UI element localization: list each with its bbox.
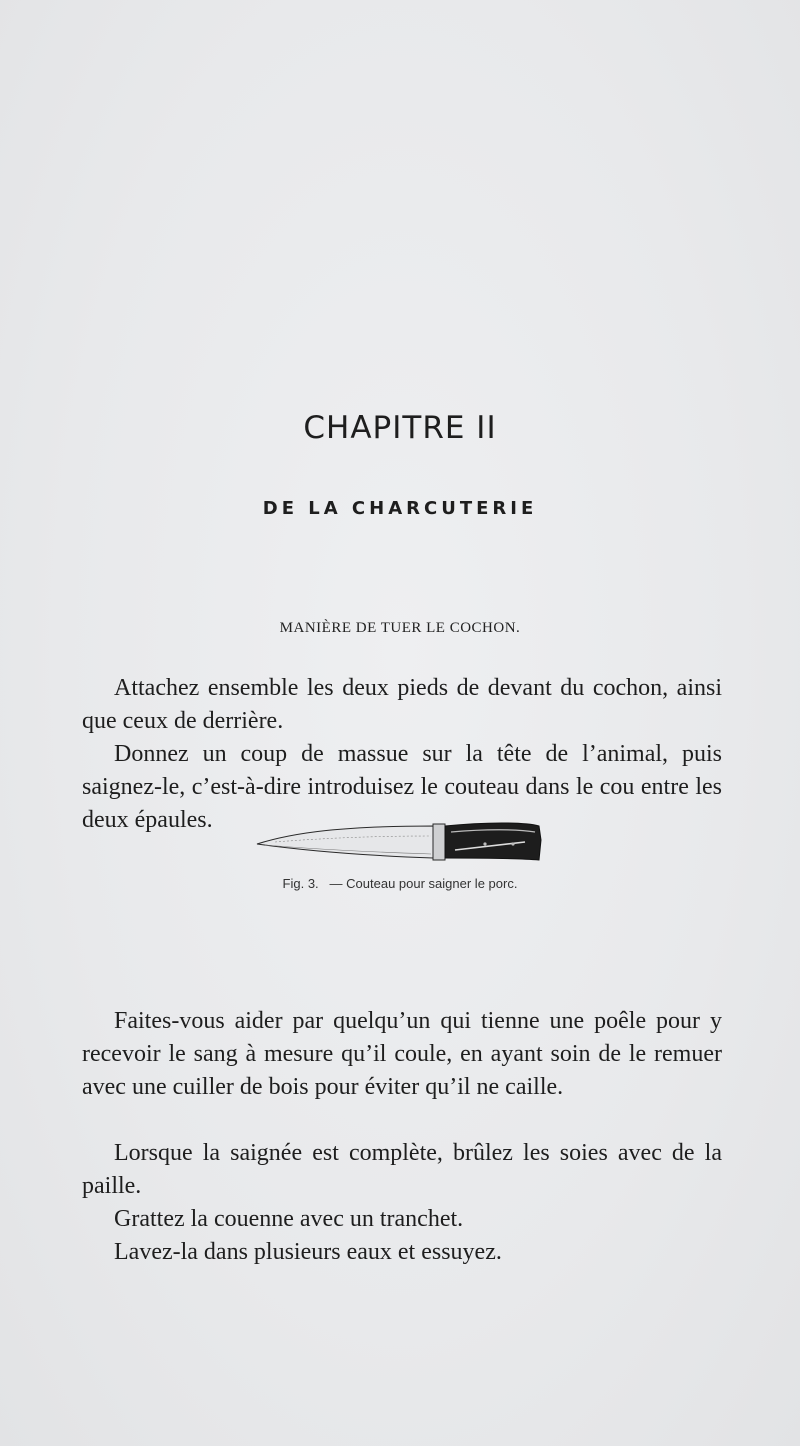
paragraph-1: Attachez ensemble les deux pieds de devant du cochon, ainsi que ceux de derrière. — [82, 675, 722, 734]
paragraph-3: Faites-vous aider par quelqu’un qui tienne une poêle pour y recevoir le sang à mesure qu’il coule, en ayant soin de le remuer avec une cuiller de bois pour éviter qu’il ne caille. — [82, 1008, 722, 1100]
paragraph-2: Donnez un coup de massue sur la tête de l’animal, puis saignez-le, c’est-à-dire introduisez le couteau dans le cou entre les deux épaules. — [82, 741, 722, 833]
chapter-subtitle: DE LA CHARCUTERIE — [262, 498, 538, 519]
knife-illustration — [255, 820, 545, 864]
knife-handle — [445, 823, 541, 860]
figure-caption — [0, 876, 800, 891]
section-heading: MANIÈRE DE TUER LE COCHON. — [279, 620, 521, 636]
figure-label: Fig. 3. — [282, 876, 319, 891]
figure-caption-text: — Couteau pour saigner le porc. — [329, 876, 518, 891]
paragraph-6: Lavez-la dans plusieurs eaux et essuyez. — [114, 1239, 502, 1265]
chapter-title: CHAPITRE II — [303, 410, 497, 446]
paragraph-5: Grattez la couenne avec un tranchet. — [114, 1206, 464, 1232]
paragraph-4: Lorsque la saignée est complète, brûlez les soies avec de la paille. — [82, 1140, 722, 1199]
knife-bolster — [433, 824, 445, 860]
